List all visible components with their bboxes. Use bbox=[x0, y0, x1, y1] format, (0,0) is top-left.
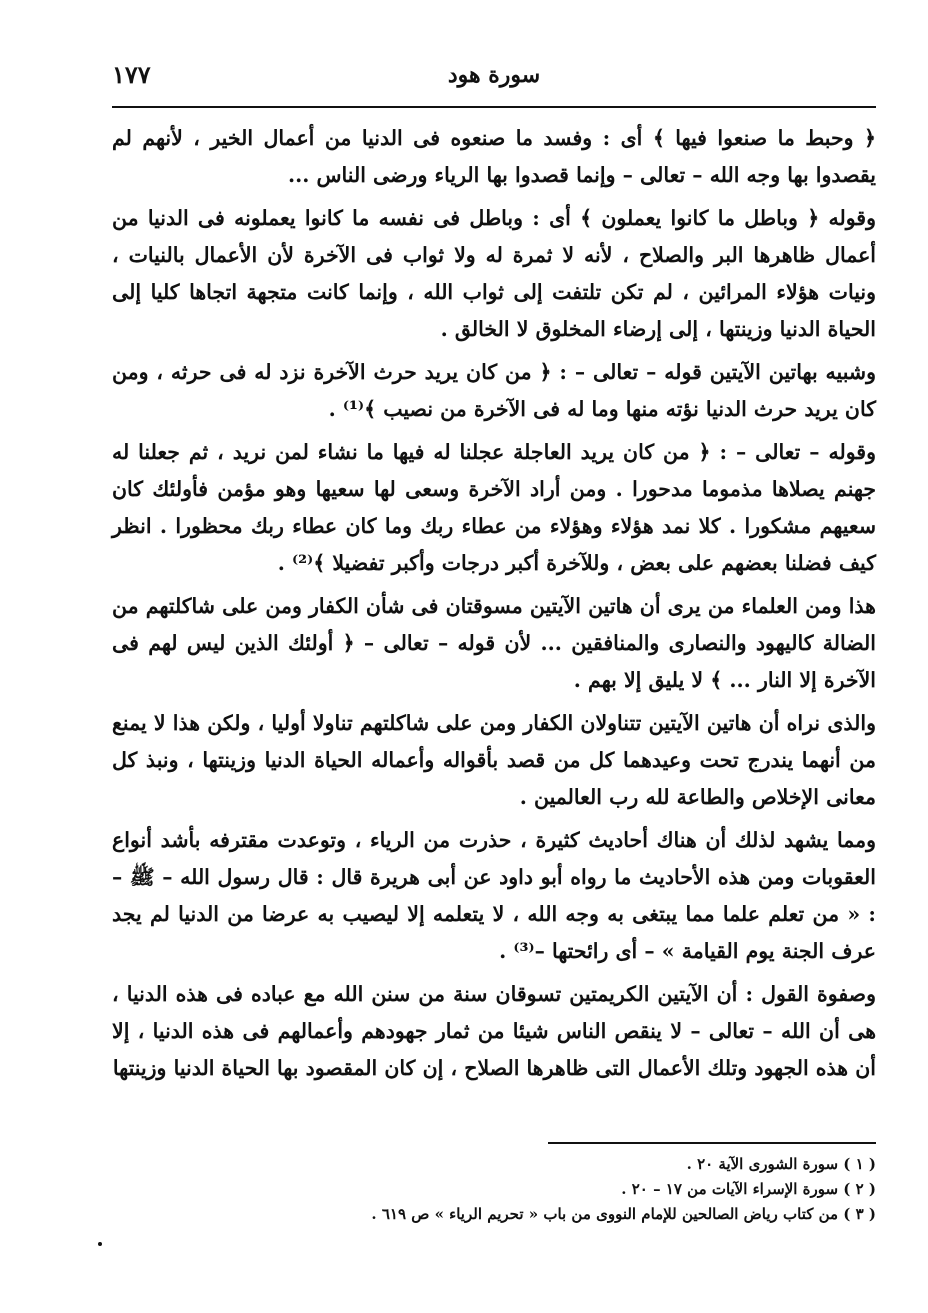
paragraph: وقوله ﴿ وباطل ما كانوا يعملون ﴾ أى : وباطل فى نفسه ما كانوا يعملونه فى الدنيا من أعمال ظاهرها البر والصلاح ، لأنه لا ثمرة له ولا ثواب فى الآخرة لأن الأعمال بالنيات ، ونيات هؤلاء المرائين ، لم تكن تلتفت إلى ثواب الله ، وإنما كانت متجهة اتجاها كليا إلى الحياة الدنيا وزينتها ، إلى إرضاء المخلوق لا الخالق . bbox=[112, 206, 876, 341]
running-title: سورة هود bbox=[447, 62, 541, 88]
footnote-divider bbox=[548, 1142, 876, 1144]
paragraph: وصفوة القول : أن الآيتين الكريمتين تسوقان سنة من سنن الله مع عباده فى هذه الدنيا ، هى أن الله – تعالى – لا ينقص الناس شيئا من ثمار جهودهم وأعمالهم فى هذه الدنيا ، إلا أن هذه الجهود وتلك الأعمال التى ظاهرها الصلاح ، إن كان المقصود بها الحياة الدنيا وزينتها bbox=[112, 982, 876, 1080]
footnote: ( ١ ) سورة الشورى الآية ٢٠ . bbox=[686, 1155, 876, 1173]
footnotes bbox=[112, 1152, 876, 1227]
page-header bbox=[112, 52, 876, 104]
paragraph: ومما يشهد لذلك أن هناك أحاديث كثيرة ، حذرت من الرياء ، وتوعدت مقترفه بأشد أنواع العقوبات ومن هذه الأحاديث ما رواه أبو داود عن أبى هريرة قال : قال رسول الله – ﷺ – : « من تعلم علما مما يبتغى به وجه الله ، لا يتعلمه إلا ليصيب به عرضا من الدنيا لم يجد عرف الجنة يوم القيامة » – أى رائحتها –⁽³⁾ . bbox=[112, 828, 876, 963]
print-speck bbox=[98, 1242, 102, 1246]
footnote: ( ٢ ) سورة الإسراء الآيات من ١٧ – ٢٠ . bbox=[621, 1180, 876, 1198]
main-text bbox=[112, 120, 876, 1093]
paragraph: هذا ومن العلماء من يرى أن هاتين الآيتين مسوقتان فى شأن الكفار ومن على شاكلتهم من الضالة كاليهود والنصارى والمنافقين ... لأن قوله – تعالى – ﴿ أولئك الذين ليس لهم فى الآخرة إلا النار ... ﴾ لا يليق إلا بهم . bbox=[112, 594, 876, 692]
page-number: ١٧٧ bbox=[112, 60, 151, 89]
header-divider bbox=[112, 106, 876, 108]
paragraph: والذى نراه أن هاتين الآيتين تتناولان الكفار ومن على شاكلتهم تناولا أوليا ، ولكن هذا لا يمنع من أنهما يندرج تحت وعيدهما كل من قصد بأقواله وأعماله الحياة الدنيا وزينتها ، ونبذ كل معانى الإخلاص والطاعة لله رب العالمين . bbox=[112, 711, 876, 809]
footnote: ( ٣ ) من كتاب رياض الصالحين للإمام النووى من باب « تحريم الرياء » ص ٦١٩ . bbox=[371, 1205, 876, 1223]
paragraph: وقوله – تعالى – : ﴿ من كان يريد العاجلة عجلنا له فيها ما نشاء لمن نريد ، ثم جعلنا له جهنم يصلاها مذموما مدحورا . ومن أراد الآخرة وسعى لها سعيها وهو مؤمن فأولئك كان سعيهم مشكورا . كلا نمد هؤلاء وهؤلاء من عطاء ربك وما كان عطاء ربك محظورا . انظر كيف فضلنا بعضهم على بعض ، وللآخرة أكبر درجات وأكبر تفضيلا ﴾⁽²⁾ . bbox=[112, 440, 876, 575]
paragraph: ﴿ وحبط ما صنعوا فيها ﴾ أى : وفسد ما صنعوه فى الدنيا من أعمال الخير ، لأنهم لم يقصدوا بها وجه الله – تعالى – وإنما قصدوا بها الرياء ورضى الناس ... bbox=[112, 126, 876, 187]
paragraph: وشبيه بهاتين الآيتين قوله – تعالى – : ﴿ من كان يريد حرث الآخرة نزد له فى حرثه ، ومن كان يريد حرث الدنيا نؤته منها وما له فى الآخرة من نصيب ﴾⁽¹⁾ . bbox=[112, 360, 876, 421]
